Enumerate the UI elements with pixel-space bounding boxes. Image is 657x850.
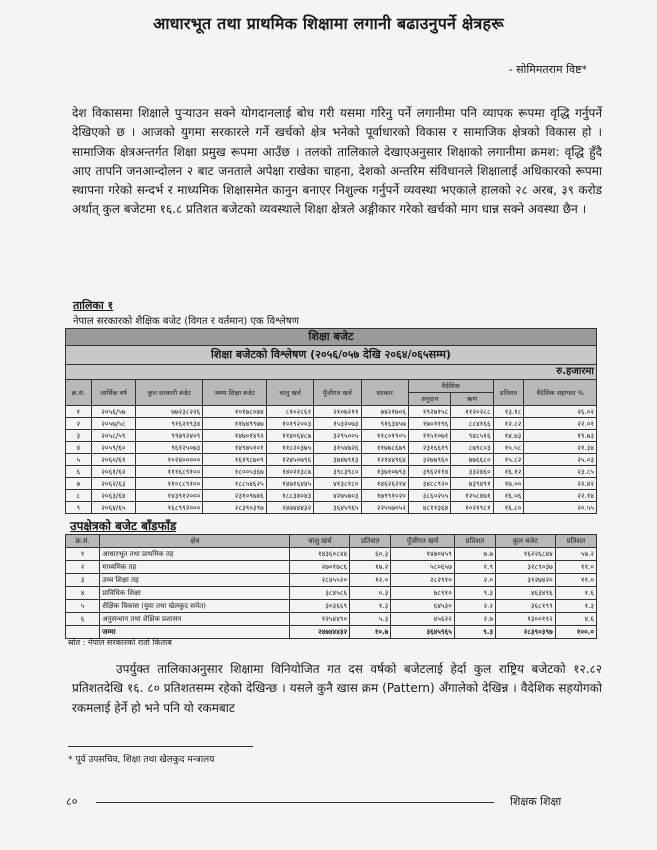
table-cell: ९.३ [454, 626, 495, 639]
table-cell: २२.१४ [524, 490, 597, 502]
table-header-cell: प्रतिशत [555, 535, 596, 548]
table-cell: ३३२४६० [451, 466, 493, 478]
table-cell: १६.८० [493, 502, 524, 514]
table-cell: ७४२१७०६ [361, 406, 408, 418]
table-cell: १६८९९२००० [136, 502, 203, 514]
table-cell: १०.७ [350, 626, 391, 639]
table-cell: २०५६/५७ [91, 406, 135, 418]
table-cell: १३.१८ [493, 406, 524, 418]
table-cell: ११०८८९१०० [136, 478, 203, 490]
journal-name: शिक्षक शिक्षा [510, 795, 562, 808]
table-cell: ११४०६४८७ [266, 430, 313, 442]
table-body [66, 406, 597, 514]
table-cell: ३८४५८६ [290, 587, 350, 600]
table-header-cell: अनुदान [408, 393, 450, 406]
table-cell: २८२९१० [391, 574, 455, 587]
table-cell: ९४८५१६ [451, 430, 493, 442]
table-cell: १२५८४७१ [451, 490, 493, 502]
table-cell: ५ [66, 454, 92, 466]
table-row [66, 561, 597, 574]
table-cell: १.३ [350, 600, 391, 613]
table-cell: १ [66, 548, 100, 561]
table-cell: २.० [454, 574, 495, 587]
table-cell: ९१६२१९३४ [136, 418, 203, 430]
table-cell: ५.३ [350, 613, 391, 626]
table-cell: २६.०२ [524, 406, 597, 418]
table-cell: ३७४७९१३ [314, 454, 361, 466]
table-cell: ४५६२२ [391, 613, 455, 626]
table-row [66, 478, 597, 490]
table-source-note: स्रोत : नेपाल सरकारको रातो किताब [68, 638, 172, 647]
table-row [66, 406, 597, 418]
table-cell: ४ [66, 587, 100, 600]
table-header-cell: प्रतिशत [493, 380, 524, 406]
table-cell: ६४५३० [391, 600, 455, 613]
table-header-cell: जम्मा शिक्षा बजेट [203, 380, 267, 406]
table-cell: ३२८९०३७ [496, 561, 556, 574]
analysis-paragraph: उपर्युक्त तालिकाअनुसार शिक्षामा विनियोजित गत दस वर्षको बजेटलाई हेर्दा कुल राष्ट्रिय बजेटको १२.८२ प्रतिशतदेखि १६. ८० प्रतिशतसम्म रहेको देखिन्छ । यसले कुनै खास क्रम (Pattern) अँगालेको देखिन्न । वैदेशिक सहयोगको रकमलाई हेर्ने हो भने पनि यो रकमबाट [72, 662, 602, 715]
table-cell: १३७१०७९३ [361, 466, 408, 478]
table-cell: २५.०३ [524, 454, 597, 466]
table-cell: ९१६३४५७ [361, 418, 408, 430]
table-cell: १११६८९१०० [136, 466, 203, 478]
table-cell: ३६४५९६५ [314, 502, 361, 514]
table-cell: २०६४/६५ [91, 502, 135, 514]
subsector-budget-table [65, 534, 597, 639]
table-header-cell: क्र.सं. [66, 535, 100, 548]
table-cell: १७.०० [493, 478, 524, 490]
table-cell: २३१६६१९ [408, 442, 450, 454]
table-cell: ७७६६८० [451, 454, 493, 466]
table-cell: २२५५७०५२ [361, 502, 408, 514]
table-cell: ०.३ [350, 587, 391, 600]
table-band-subtitle: शिक्षा बजेटको विश्लेषण (२०५६/०५७ देखि २०६४/०६५सम्म) [66, 346, 597, 365]
table-cell: ७७२३८२२६ [136, 406, 203, 418]
table-cell: ६०.३ [350, 548, 391, 561]
table-cell: ११८०१९०५ [361, 430, 408, 442]
table-cell: जम्मा [100, 626, 290, 639]
table-cell: २४७४४४३२ [266, 502, 313, 514]
table-cell: २२.०१ [524, 418, 597, 430]
table-cell: २०६२/६३ [91, 478, 135, 490]
table-cell: २ [66, 418, 92, 430]
table-cell: १४३६०८४४ [290, 548, 350, 561]
table-cell: १२.८२ [493, 418, 524, 430]
table-cell: ३६८१९९ [496, 600, 556, 613]
table-cell: २०६१/६२ [91, 466, 135, 478]
table-cell: ५ [66, 600, 100, 613]
table-row [66, 466, 597, 478]
section-subheading: उपक्षेत्रको बजेट बाँडफाँड [70, 519, 177, 533]
table-cell: १४६२६२१४ [361, 478, 408, 490]
table-header-cell: पुँजीगत खर्च [314, 380, 361, 406]
table-header-cell: प्रतिशत [454, 535, 495, 548]
table-description: नेपाल सरकारको शैक्षिक बजेट (विगत र वर्तमान) एक विश्लेषण [73, 316, 299, 327]
table-cell: ४१३८१८० [314, 478, 361, 490]
table-cell: ६ [66, 613, 100, 626]
table-cell: २०६०/६१ [91, 454, 135, 466]
table-cell: १.९ [454, 561, 495, 574]
table-header-cell: ऋण [451, 393, 493, 406]
table-row [66, 600, 597, 613]
table-cell: ९ [66, 502, 92, 514]
table-row [66, 442, 597, 454]
table-cell: १.६ [555, 587, 596, 600]
table-header-cell: चालु खर्च [290, 535, 350, 548]
table-cell: ११७४९९७७ [203, 418, 267, 430]
table-cell: ३१५४७२६ [314, 442, 361, 454]
table-cell: १९५१०७१ [408, 430, 450, 442]
table-cell: ४२७५७०३ [314, 490, 361, 502]
table-row [66, 454, 597, 466]
table-cell: १२४५०७९६ [266, 454, 313, 466]
table-cell: ८ [66, 490, 92, 502]
table-cell: २०५९/६० [91, 442, 135, 454]
table-cell: ७ [66, 478, 92, 490]
table-cell: ४६३४९६ [496, 587, 556, 600]
article-title: आधारभूत तथा प्राथमिक शिक्षामा लगानी बढाउनुपर्ने क्षेत्रहरू [153, 14, 504, 33]
table-cell: अनुसन्धान तथा शैक्षिक प्रशासन [100, 613, 290, 626]
table-header-cell: क्र.सं. [66, 380, 92, 406]
table-header-cell: पुँजीगत खर्च [391, 535, 455, 548]
table-cell: १६.०६ [493, 490, 524, 502]
table-cell: २१०७२११ [314, 406, 361, 418]
table-cell: २.७ [454, 613, 495, 626]
table-cell: ६ [66, 466, 92, 478]
footnote-divider [68, 746, 253, 747]
table-cell: ३२९५००५ [314, 430, 361, 442]
table-cell: ४८११३६४ [408, 502, 450, 514]
table-cell: ९६१२५०७३ [136, 442, 203, 454]
table-cell: ७३९४९१ [451, 478, 493, 490]
table-row [66, 613, 597, 626]
table-cell: ३०३६६९ [290, 600, 350, 613]
table-cell: १०१९२००३ [266, 418, 313, 430]
table-cell: ११.० [555, 574, 596, 587]
table-cell: २३१०९७४६ [203, 490, 267, 502]
table-cell: १००.० [555, 626, 596, 639]
table-cell: १०१७८०७४ [203, 406, 267, 418]
table-cell: ९.३ [454, 587, 495, 600]
table-cell: माध्यमिक तह [100, 561, 290, 574]
table-cell: १५३२०७३ [314, 418, 361, 430]
table-header-cell: कुल बजेट [496, 535, 556, 548]
table-cell: ३६४५९६५ [391, 626, 455, 639]
table-header-row [66, 535, 597, 548]
table-body [66, 548, 597, 639]
table-cell: ८७९८०३ [451, 442, 493, 454]
table-cell: ११२०२८८ [451, 406, 493, 418]
table-cell: १४७०४५९ [391, 548, 455, 561]
table-cell: १६१९८७०९ [203, 454, 267, 466]
table-cell: १५.५८ [493, 442, 524, 454]
table-cell: १४७१६४४५ [266, 478, 313, 490]
table-cell: ११.० [555, 561, 596, 574]
table-cell: १३००११२ [496, 613, 556, 626]
table-cell: ४ [66, 442, 92, 454]
table-cell: ८८४१६६ [451, 418, 493, 430]
table-row [66, 502, 597, 514]
table-cell: २.२ [454, 600, 495, 613]
table-row [66, 587, 597, 600]
table-cell: १८००५३६७ [203, 466, 267, 478]
table-cell: ३९८३९८० [314, 466, 361, 478]
table-cell: १७९९१०२० [361, 490, 408, 502]
table-caption: तालिका १ [73, 299, 114, 312]
table-cell: २८४५५२० [290, 574, 350, 587]
table-cell: २०५७/५८ [91, 418, 135, 430]
table-cell: ५७.२ [555, 548, 596, 561]
table-cell: १२१४४९६४ [361, 454, 408, 466]
table-header-cell: कुल सरकारी बजेट [136, 380, 203, 406]
table-cell: १.३ [555, 600, 596, 613]
table-cell: ८१०२८६१ [266, 406, 313, 418]
table-cell: २०६३/६४ [91, 490, 135, 502]
table-cell: ३९६२११४ [408, 466, 450, 478]
table-cell: २८३९०३९७ [496, 626, 556, 639]
table-cell: १ [66, 406, 92, 418]
table-cell: १८८३४०४३ [266, 490, 313, 502]
table-cell: ११७७८६७९ [361, 442, 408, 454]
table-cell: १४९७५१०१ [203, 442, 267, 454]
table-cell: ७८९१० [391, 587, 455, 600]
table-cell: ३८६०२५५ [408, 490, 450, 502]
author-name: - सोमिमतराम विष्ट* [508, 63, 587, 76]
table-row [66, 574, 597, 587]
table-row [66, 490, 597, 502]
table-cell: १२५४४९० [290, 613, 350, 626]
table-cell: ३१२७४२० [496, 574, 556, 587]
page-number: ८० [66, 795, 78, 808]
table-cell: १६.१२ [493, 466, 524, 478]
table-cell: ३ [66, 430, 92, 442]
table-row [66, 548, 597, 561]
table-cell: १२.० [350, 574, 391, 587]
table-cell: २४७४४४३२ [290, 626, 350, 639]
table-cell: १४.७३ [493, 430, 524, 442]
table-cell: १४३९१२००० [136, 490, 203, 502]
table-cell: ३२७७९६० [408, 454, 450, 466]
table-cell: ४.६ [555, 613, 596, 626]
table-unit-label: रु.हजारमा [66, 365, 597, 380]
table-cell: १४७०१४९२ [203, 430, 267, 442]
table-cell: १५.८२ [493, 454, 524, 466]
table-cell: १७०११९६ [408, 418, 450, 430]
table-band-title: शिक्षा बजेट [66, 329, 597, 346]
table-cell: प्राविधिक शिक्षा [100, 587, 290, 600]
education-budget-table [65, 328, 597, 514]
table-header-cell: चालु खर्च [266, 380, 313, 406]
table-header-cell: सरकार [361, 380, 408, 406]
table-cell: १६२२६८४४ [496, 548, 556, 561]
table-row [66, 430, 597, 442]
table-cell: १८८५४६२५ [203, 478, 267, 490]
table-cell: १९२७१५८ [408, 406, 450, 418]
table-cell: आधारभूत तथा प्राथमिक तह [100, 548, 290, 561]
intro-paragraph: देश विकासमा शिक्षाले पुऱ्याउन सक्ने योगदानलाई बोध गरी यसमा गरिनु पर्ने लगानीमा पनि व्यापक रूपमा वृद्धि गर्नुपर्ने देखिएको छ । आजको युगमा सरकारले गर्ने खर्चको क्षेत्र भनेको पूर्वाधारको विकास र सामाजिक क्षेत्रको विकास हो । सामाजिक क्षेत्रअन्तर्गत शिक्षा प्रमुख रूपमा आउँछ । तलको तालिकाले देखाएअनुसार शिक्षाको लगानीमा क्रमश: वृद्धि हुँदै आए तापनि जनआन्दोलन २ बाट जनताले अपेक्षा राखेका चाहना, देशको अन्तरिम संविधानले शिक्षालाई अधिकारको रूपमा स्थापना गरेको सन्दर्भ र माध्यमिक शिक्षासमेत कानुन बनाएर निशुल्क गर्नुपर्ने व्यवस्था भएकाले हालको २८ अरब, ३९ करोड अर्थात् कुल बजेटमा १६.८ प्रतिशत बजेटको व्यवस्थाले शिक्षा क्षेत्रले अङ्गीकार गरेको खर्चको माग धान्न सक्ने अवस्था छैन । [72, 106, 602, 217]
table-cell: १४०२१३८७ [266, 466, 313, 478]
table-cell: ९९७९२४०९ [136, 430, 203, 442]
table-header-cell: वैदेशिक सहायता % [524, 380, 597, 406]
table-cell: १९.७३ [524, 430, 597, 442]
table-cell: ५८०६५७ [391, 561, 455, 574]
table-header-group: वैदेशिक [408, 380, 493, 393]
table-cell: शैक्षिक विकास (युवा तथा खेलकुद समेत) [100, 600, 290, 613]
footnote: * पूर्व उपसचिव, शिक्षा तथा खेलकुद मन्त्रालय [68, 755, 215, 765]
table-cell: २३.८५ [524, 466, 597, 478]
table-cell: २०५८/५९ [91, 430, 135, 442]
table-cell: २१.३४ [524, 442, 597, 454]
table-header-cell: प्रतिशत [350, 535, 391, 548]
table-cell: २०.५५ [524, 502, 597, 514]
table-cell: ११८२०३७५ [266, 442, 313, 454]
table-cell: १७.२ [350, 561, 391, 574]
table-cell: २२.४२ [524, 478, 597, 490]
table-header-cell: आर्थिक वर्ष [91, 380, 135, 406]
table-cell: २ [66, 561, 100, 574]
table-cell: १०२१९८१ [451, 502, 493, 514]
footer-divider [96, 802, 494, 803]
table-cell: ३ [66, 574, 100, 587]
table-cell: उच्च शिक्षा तह [100, 574, 290, 587]
table-cell: २७०१७८६ [290, 561, 350, 574]
table-cell: ३४८८९२० [408, 478, 450, 490]
table-cell: ७.७ [454, 548, 495, 561]
table-cell: १०२४००००० [136, 454, 203, 466]
table-cell: २८३९०३९७ [203, 502, 267, 514]
table-row [66, 418, 597, 430]
table-header-cell: क्षेत्र [100, 535, 290, 548]
